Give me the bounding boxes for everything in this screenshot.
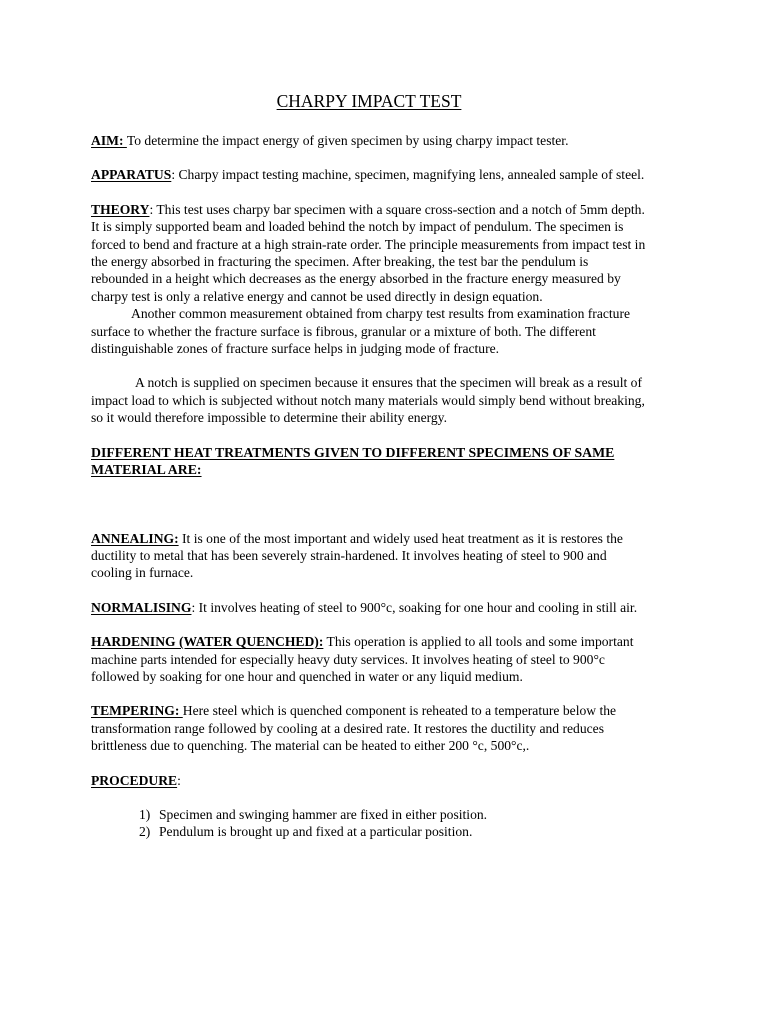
normalising-text: : It involves heating of steel to 900°c, soaking for one hour and cooling in still air. xyxy=(191,599,638,615)
apparatus-paragraph xyxy=(91,166,647,183)
theory-section xyxy=(91,201,647,427)
tempering-label: TEMPERING: xyxy=(91,703,183,719)
aim-paragraph xyxy=(91,132,647,149)
list-item xyxy=(139,806,647,823)
theory-label: THEORY xyxy=(91,201,150,217)
list-item xyxy=(139,823,647,840)
aim-text: To determine the impact energy of given specimen by using charpy impact tester. xyxy=(126,133,569,148)
list-item-number: 1) xyxy=(139,806,151,822)
theory-paragraph-2: Another common measurement obtained from charpy test results from examination fracture surface to whether the fracture surface is fibrous, granular or a mixture of both. The different distinguishable zones of fracture surface helps in judging mode of fracture. xyxy=(91,306,631,357)
page-title: CHARPY IMPACT TEST xyxy=(276,91,462,111)
hardening-text: This operation is applied to all tools and some important machine parts intended for especially heavy duty services. It involves heating of steel to 900°c followed by soaking for one hour and quenched in water or any liquid medium. xyxy=(91,634,634,684)
apparatus-text: : Charpy impact testing machine, specimen, magnifying lens, annealed sample of steel. xyxy=(171,167,645,183)
heat-treatments-heading: DIFFERENT HEAT TREATMENTS GIVEN TO DIFFERENT SPECIMENS OF SAME MATERIAL ARE: xyxy=(91,444,615,478)
list-item-text: Pendulum is brought up and fixed at a particular position. xyxy=(159,824,473,840)
list-item-text: Specimen and swinging hammer are fixed in either position. xyxy=(159,806,488,822)
procedure-colon: : xyxy=(177,772,181,788)
theory-paragraph-3: A notch is supplied on specimen because it ensures that the specimen will break as a result of impact load to which is subjected without notch many materials would simply bend without breaking, so it would therefore impossible to determine their ability energy. xyxy=(91,375,645,426)
tempering-text: Here steel which is quenched component is reheated to a temperature below the transformation range followed by cooling at a desired rate. It restores the ductility and reduces brittleness due to quenching. The material can be heated to either 200 °c, 500°c,. xyxy=(91,703,617,754)
procedure-label: PROCEDURE xyxy=(91,772,178,788)
list-item-number: 2) xyxy=(139,824,151,840)
document-page xyxy=(91,90,647,841)
annealing-text: It is one of the most important and widely used heat treatment as it is restores the ductility to metal that has been severely strain-hardened. It involves heating of steel to 900 and cooling in furnace. xyxy=(91,530,623,581)
apparatus-label: APPARATUS xyxy=(91,167,172,183)
procedure-heading xyxy=(91,772,647,789)
normalising-paragraph xyxy=(91,599,647,616)
theory-paragraph xyxy=(91,201,647,305)
normalising-label: NORMALISING xyxy=(91,599,192,615)
procedure-list xyxy=(91,806,647,841)
aim-label: AIM: xyxy=(91,133,127,148)
theory-text: : This test uses charpy bar specimen with a square cross-section and a notch of 5mm depth. It is simply supported beam and loaded behind the notch by impact of pendulum. The specimen is forced to bend and fracture at a high strain-rate order. The principle measurements from impact test in the energy absorbed in fracturing the specimen. After breaking, the test bar the pendulum is rebounded in a height which decreases as the energy absorbed in the fracture energy measured by charpy test is only a relative energy and cannot be used directly in design equation. xyxy=(91,201,646,304)
hardening-label: HARDENING (WATER QUENCHED): xyxy=(91,634,324,650)
tempering-paragraph xyxy=(91,702,647,754)
hardening-paragraph xyxy=(91,633,647,685)
annealing-label: ANNEALING: xyxy=(91,530,179,546)
annealing-paragraph xyxy=(91,530,647,582)
